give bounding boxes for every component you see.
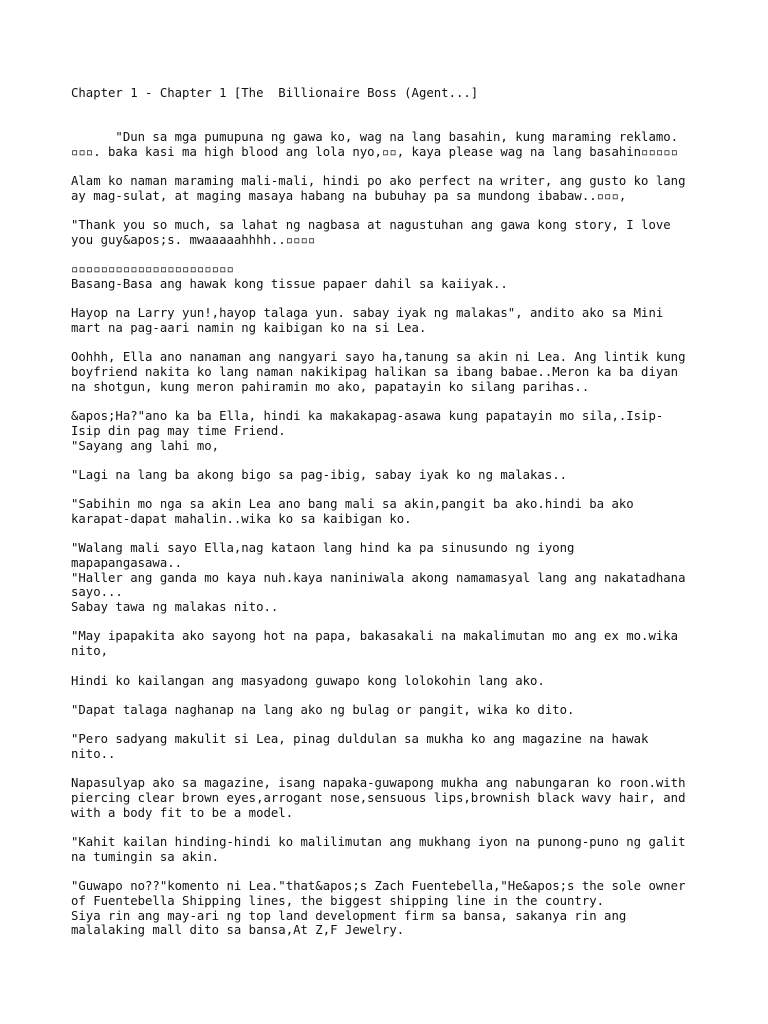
text-line: "Thank you so much, sa lahat ng nagbasa at nagustuhan ang gawa kong story, I love — [71, 218, 671, 233]
paragraph — [71, 674, 711, 689]
text-line: nito.. — [71, 746, 116, 761]
paragraph — [71, 879, 711, 938]
paragraph — [71, 776, 711, 820]
text-line: piercing clear brown eyes,arrogant nose,sensuous lips,brownish black wavy hair, and — [71, 791, 686, 806]
text-line: Basang-Basa ang hawak kong tissue papaer dahil sa kaiiyak.. — [71, 276, 508, 291]
document-body — [71, 130, 711, 938]
text-line: "Dun sa mga pumupuna ng gawa ko, wag na lang basahin, kung maraming reklamo. — [71, 130, 679, 145]
text-line: Siya rin ang may-ari ng top land development firm sa bansa, sakanya rin ang — [71, 908, 627, 923]
text-line: Hayop na Larry yun!,hayop talaga yun. sabay iyak ng malakas", andito ako sa Mini — [71, 306, 664, 321]
text-line: mart na pag-aari namin ng kaibigan ko na si Lea. — [71, 321, 427, 336]
text-line: Hindi ko kailangan ang masyadong guwapo kong lolokohin lang ako. — [71, 673, 545, 688]
paragraph — [71, 409, 711, 453]
text-line: of Fuentebella Shipping lines, the biggest shipping line in the country. — [71, 893, 605, 908]
paragraph — [71, 629, 711, 658]
paragraph-spacer — [71, 483, 711, 498]
text-line: "Sayang ang lahi mo, — [71, 438, 220, 453]
text-line: ▫▫▫. baka kasi ma high blood ang lola nyo,▫▫, kaya please wag na lang basahin▫▫▫▫▫ — [71, 144, 679, 159]
paragraph-spacer — [71, 336, 711, 351]
paragraph-spacer — [71, 688, 711, 703]
paragraph — [71, 174, 711, 203]
paragraph-spacer — [71, 292, 711, 307]
text-line: you guy&apos;s. mwaaaaahhhh..▫▫▫▫ — [71, 232, 316, 247]
paragraph-spacer — [71, 453, 711, 468]
paragraph — [71, 703, 711, 718]
paragraph-spacer — [71, 659, 711, 674]
text-line: Isip din pag may time Friend. — [71, 423, 286, 438]
text-line: "Haller ang ganda mo kaya nuh.kaya naniniwala akong namamasyal lang ang nakatadhana — [71, 570, 686, 585]
text-line: "Kahit kailan hinding-hindi ko malilimutan ang mukhang iyon na punong-puno ng galit — [71, 835, 686, 850]
text-line: Sabay tawa ng malakas nito.. — [71, 600, 279, 615]
text-line: Napasulyap ako sa magazine, isang napaka-guwapong mukha ang nabungaran ko roon.with — [71, 776, 686, 791]
paragraph — [71, 835, 711, 864]
text-line: ▫▫▫▫▫▫▫▫▫▫▫▫▫▫▫▫▫▫▫▫▫▫ — [71, 262, 234, 277]
paragraph-spacer — [71, 527, 711, 542]
paragraph — [71, 218, 711, 247]
paragraph-spacer — [71, 718, 711, 733]
paragraph — [71, 130, 711, 159]
text-line: na shotgun, kung meron pahiramin mo ako, papatayin ko silang parihas.. — [71, 379, 590, 394]
paragraph — [71, 541, 711, 614]
text-line: na tumingin sa akin. — [71, 849, 220, 864]
text-line: "Lagi na lang ba akong bigo sa pag-ibig, sabay iyak ko ng malakas.. — [71, 467, 568, 482]
paragraph-spacer — [71, 820, 711, 835]
paragraph-spacer — [71, 762, 711, 777]
text-line: "Walang mali sayo Ella,nag kataon lang hind ka pa sinusundo ng iyong — [71, 541, 575, 556]
text-line: karapat-dapat mahalin..wika ko sa kaibigan ko. — [71, 511, 412, 526]
text-line: Alam ko naman maraming mali-mali, hindi po ako perfect na writer, ang gusto ko lang — [71, 174, 686, 189]
text-line: "May ipapakita ako sayong hot na papa, bakasakali na makalimutan mo ang ex mo.wika — [71, 629, 679, 644]
text-line: &apos;Ha?"ano ka ba Ella, hindi ka makakapag-asawa kung papatayin mo sila,.Isip- — [71, 409, 664, 424]
paragraph — [71, 497, 711, 526]
paragraph-spacer — [71, 248, 711, 263]
text-line: mapapangasawa.. — [71, 556, 183, 571]
text-line: sayo... — [71, 585, 123, 600]
paragraph-spacer — [71, 159, 711, 174]
paragraph — [71, 306, 711, 335]
paragraph-spacer — [71, 864, 711, 879]
paragraph — [71, 262, 711, 291]
text-line: "Sabihin mo nga sa akin Lea ano bang mali sa akin,pangit ba ako.hindi ba ako — [71, 497, 634, 512]
text-line: boyfriend nakita ko lang naman nakikipag halikan sa ibang babae..Meron ka ba diyan — [71, 365, 679, 380]
paragraph-spacer — [71, 204, 711, 219]
paragraph — [71, 468, 711, 483]
text-line: nito, — [71, 644, 109, 659]
text-line: "Dapat talaga naghanap na lang ako ng bulag or pangit, wika ko dito. — [71, 702, 575, 717]
chapter-title: Chapter 1 - Chapter 1 [The Billionaire Boss (Agent...] — [71, 86, 479, 100]
paragraph-spacer — [71, 394, 711, 409]
text-line: Oohhh, Ella ano nanaman ang nangyari sayo ha,tanung sa akin ni Lea. Ang lintik kung — [71, 350, 686, 365]
paragraph — [71, 732, 711, 761]
text-line: malalaking mall dito sa bansa,At Z,F Jewelry. — [71, 923, 405, 938]
document-page — [71, 86, 711, 938]
text-line: "Guwapo no??"komento ni Lea."that&apos;s Zach Fuentebella,"He&apos;s the sole owner — [71, 879, 686, 894]
text-line: ay mag-sulat, at maging masaya habang na bubuhay pa sa mundong ibabaw..▫▫▫, — [71, 188, 627, 203]
paragraph-spacer — [71, 615, 711, 630]
text-line: "Pero sadyang makulit si Lea, pinag duldulan sa mukha ko ang magazine na hawak — [71, 732, 649, 747]
paragraph — [71, 350, 711, 394]
text-line: with a body fit to be a model. — [71, 805, 294, 820]
